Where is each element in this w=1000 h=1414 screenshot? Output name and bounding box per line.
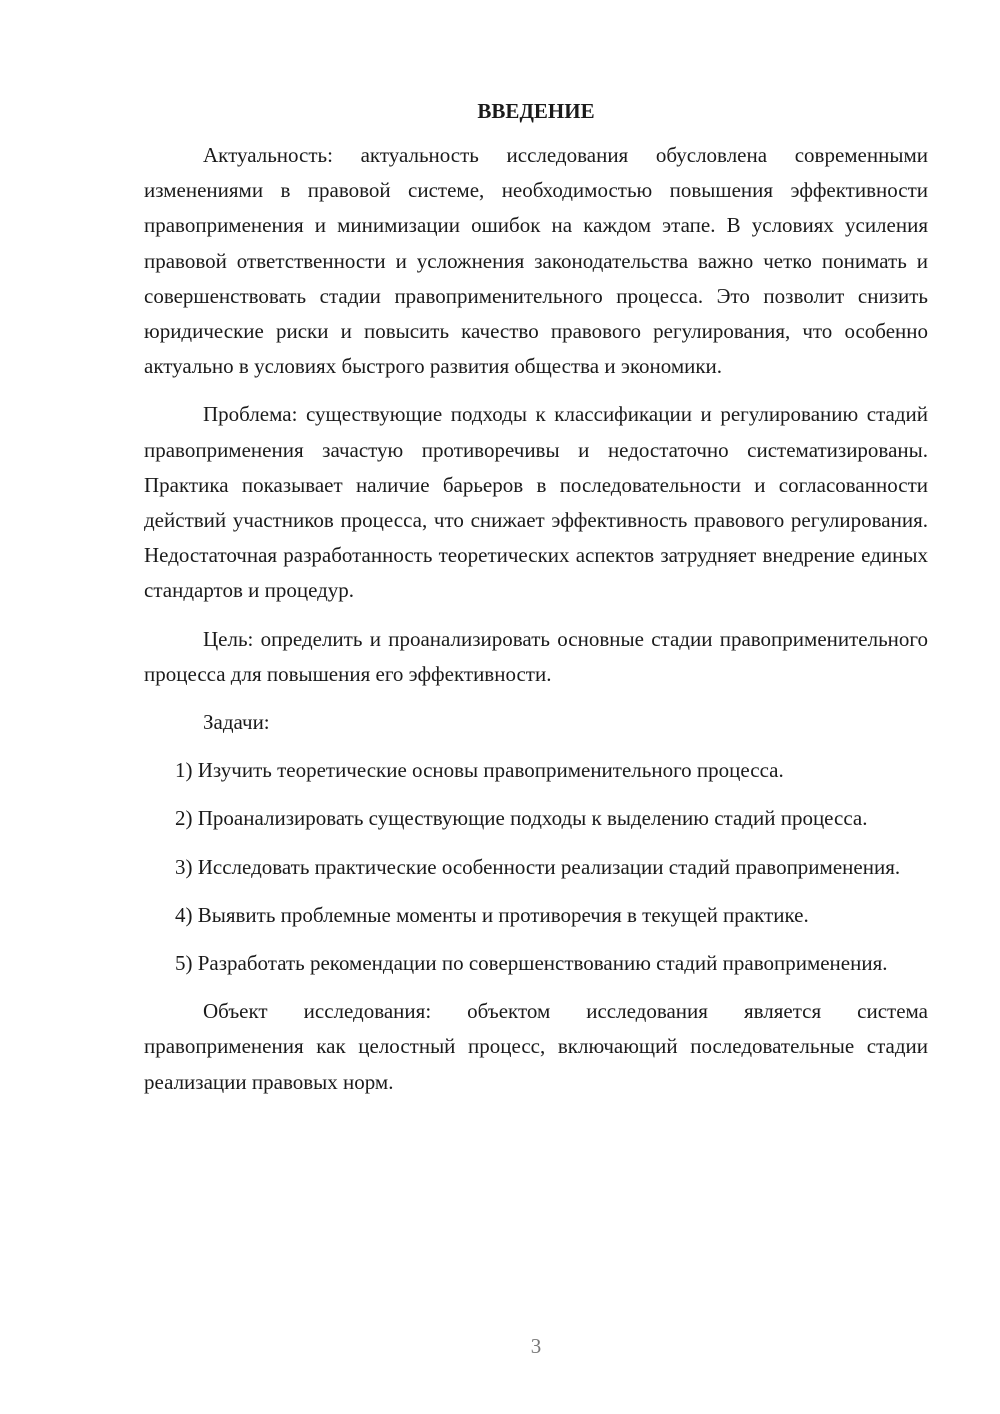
task-item-4: 4) Выявить проблемные моменты и противоречия в текущей практике.	[175, 902, 809, 927]
task-item-2: 2) Проанализировать существующие подходы к выделению стадий процесса.	[175, 806, 868, 831]
paragraph-problem: Проблема: существующие подходы к классификации и регулированию стадий правоприменения зачастую противоречивы и недостаточно систематизированы. Практика показывает наличие барьеров в последовательности и согласованности действий участников процесса, что снижает эффективность правового регулирования. Недостаточная разработанность теоретических аспектов затрудняет внедрение единых стандартов и процедур.	[144, 402, 928, 603]
page-number: 3	[530, 1334, 542, 1358]
paragraph-goal: Цель: определить и проанализировать основные стадии правоприменительного процесса для повышения его эффективности.	[144, 626, 928, 686]
section-title: ВВЕДЕНИЕ	[477, 99, 595, 123]
task-item-3: 3) Исследовать практические особенности реализации стадий правоприменения.	[175, 854, 901, 879]
paragraph-object: Объект исследования: объектом исследования является система правоприменения как целостный процесс, включающий последовательные стадии реализации правовых норм.	[144, 999, 928, 1094]
tasks-heading: Задачи:	[203, 710, 270, 735]
task-item-1: 1) Изучить теоретические основы правоприменительного процесса.	[175, 758, 784, 783]
task-item-5: 5) Разработать рекомендации по совершенствованию стадий правоприменения.	[175, 951, 888, 976]
paragraph-relevance: Актуальность: актуальность исследования обусловлена современными изменениями в правовой системе, необходимостью повышения эффективности правоприменения и минимизации ошибок на каждом этапе. В условиях усиления правовой ответственности и усложнения законодательства важно четко понимать и совершенствовать стадии правоприменительного процесса. Это позволит снизить юридические риски и повысить качество правового регулирования, что особенно актуально в условиях быстрого развития общества и экономики.	[144, 143, 928, 379]
page-content	[144, 96, 928, 1113]
